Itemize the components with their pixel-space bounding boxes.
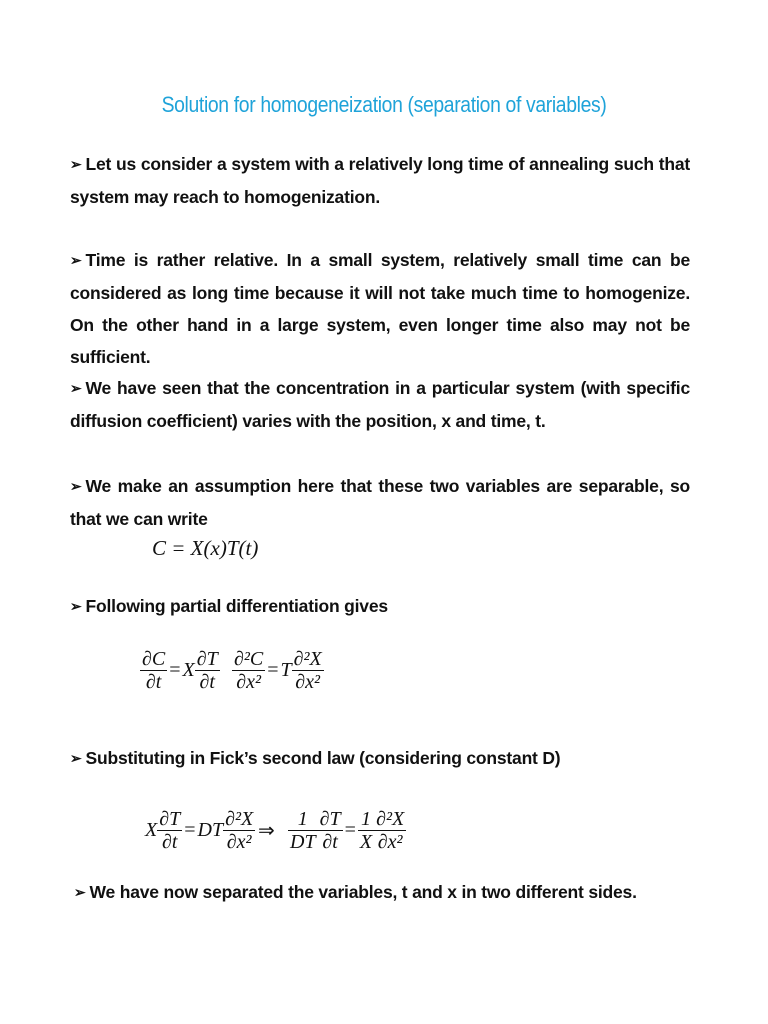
bullet-arrow-icon: ➢ bbox=[70, 598, 82, 614]
bullet-arrow-icon: ➢ bbox=[70, 750, 82, 766]
bullet-paragraph-4 bbox=[70, 470, 690, 535]
fraction: $\frac{1}{X}$ bbox=[359, 808, 373, 853]
separated-equation: $\frac{1}{DT}$ $\frac{\partial T}{\partial t}$ = $\frac{1}{X}$ $\frac{\text{∂²X}}{\text{∂x²}}$ bbox=[290, 808, 405, 853]
fraction: $\frac{\text{∂²X}}{\text{∂x²}}$ bbox=[225, 808, 254, 853]
fraction: $\frac{\partial T}{\partial t}$ bbox=[196, 648, 218, 693]
bullet-paragraph-2 bbox=[70, 244, 690, 373]
slide-title: Solution for homogeneization (separation of variables) bbox=[161, 92, 607, 117]
bullet-paragraph-6 bbox=[70, 742, 690, 775]
fraction: $\frac{\partial C}{\partial t}$ bbox=[142, 648, 166, 693]
fraction: $\frac{\text{∂²X}}{\text{∂x²}}$ bbox=[293, 648, 322, 693]
fraction: $\frac{\partial T}{\partial t}$ bbox=[159, 808, 181, 853]
bullet-text: Substituting in Fick’s second law (considering constant D) bbox=[85, 748, 561, 768]
bullet-text: Let us consider a system with a relatively long time of annealing such that system may reach to homogenization. bbox=[70, 154, 690, 207]
bullet-text: Time is rather relative. In a small system, relatively small time can be considered as long time because it will not take much time to homogenize. On the other hand in a large system, even longer time also may not be sufficient. bbox=[70, 250, 690, 367]
bullet-text: We have seen that the concentration in a particular system (with specific diffusion coefficient) varies with the position, x and time, t. bbox=[70, 378, 690, 431]
separation-equation: C = X(x)T(t) bbox=[152, 536, 259, 560]
bullet-text: Following partial differentiation gives bbox=[85, 596, 388, 616]
fick-law-substitution: X $\frac{\partial T}{\partial t}$ = DT $\frac{\text{∂²X}}{\text{∂x²}}$ bbox=[145, 808, 254, 853]
fraction: $\frac{\text{∂²X}}{\text{∂x²}}$ bbox=[376, 808, 405, 853]
implies-symbol: ⇒ bbox=[258, 820, 275, 842]
bullet-arrow-icon: ➢ bbox=[70, 252, 82, 268]
bullet-arrow-icon: ➢ bbox=[70, 156, 82, 172]
partial-derivative-time: $\frac{\partial C}{\partial t}$ = X $\frac{\partial T}{\partial t}$ bbox=[142, 648, 218, 693]
fraction: $\frac{\text{∂²C}}{\text{∂x²}}$ bbox=[234, 648, 264, 693]
bullet-paragraph-1 bbox=[70, 148, 690, 213]
bullet-paragraph-5 bbox=[70, 590, 690, 623]
fraction: $\frac{1}{DT}$ bbox=[290, 808, 316, 853]
bullet-paragraph-7 bbox=[74, 876, 694, 909]
bullet-arrow-icon: ➢ bbox=[74, 884, 86, 900]
bullet-paragraph-3 bbox=[70, 372, 690, 437]
bullet-arrow-icon: ➢ bbox=[70, 380, 82, 396]
bullet-text: We have now separated the variables, t and x in two different sides. bbox=[89, 882, 637, 902]
bullet-text: We make an assumption here that these two variables are separable, so that we can write bbox=[70, 476, 690, 529]
fraction: $\frac{\partial T}{\partial t}$ bbox=[319, 808, 341, 853]
bullet-arrow-icon: ➢ bbox=[70, 478, 82, 494]
partial-derivative-space: $\frac{\text{∂²C}}{\text{∂x²}}$ = T $\frac{\text{∂²X}}{\text{∂x²}}$ bbox=[234, 648, 322, 693]
